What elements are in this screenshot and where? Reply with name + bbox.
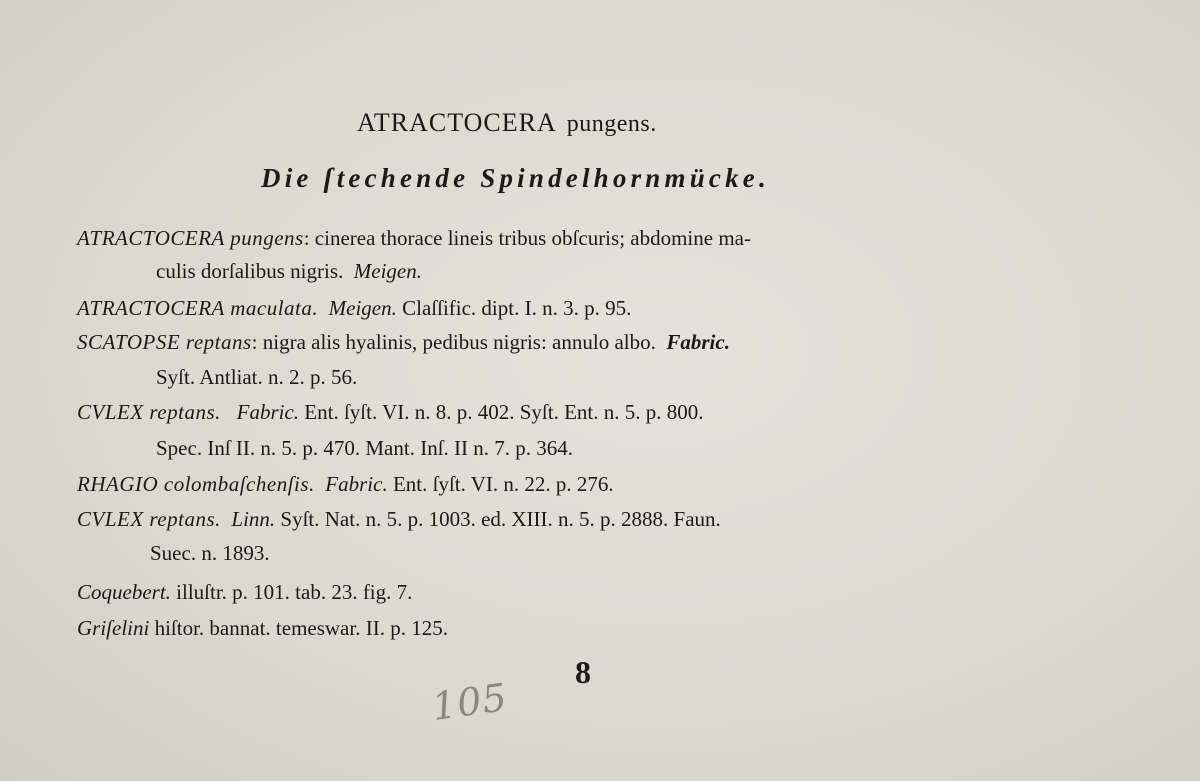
entry-text: Ent. ſyſt. VI. n. 22. p. 276. [392,472,614,496]
author-name: Linn. [231,507,276,531]
synonym-entry-continuation [156,259,422,284]
taxon-name: CVLEX reptans. [77,400,221,424]
author-name: Fabric. [666,330,730,354]
entry-text: Ent. ſyſt. VI. n. 8. p. 402. Syſt. Ent. n. 5. p. 800. [304,400,704,424]
taxon-name: CVLEX reptans. [77,507,221,531]
entry-text: culis dorſalibus nigris. [156,259,344,283]
entry-text: hiſtor. bannat. temeswar. II. p. 125. [154,616,448,640]
genus-name: ATRACTOCERA [357,108,557,137]
synonym-entry [77,507,721,532]
taxon-name: ATRACTOCERA pungens [77,226,304,250]
taxon-name: SCATOPSE reptans [77,330,252,354]
common-name: Die ſtechende Spindelhornmücke. [261,163,770,193]
synonym-entry [77,400,704,425]
entry-text: : cinerea thorace lineis tribus obſcuris; abdomine ma- [303,226,751,250]
synonym-entry-continuation [150,541,270,566]
author-name: Griſelini [77,616,150,640]
author-name: Meigen. [328,296,397,320]
entry-text: Syſt. Antliat. n. 2. p. 56. [156,365,358,389]
taxon-name: RHAGIO colombaſchenſis. [77,472,315,496]
author-name: Fabric. [236,400,300,424]
author-name: Meigen. [353,259,422,283]
synonym-entry [77,296,631,321]
synonym-entry [77,226,751,251]
taxon-name: ATRACTOCERA maculata. [77,296,319,320]
entry-text: Claſſific. dipt. I. n. 3. p. 95. [402,296,632,320]
entry-text: Spec. Inſ II. n. 5. p. 470. Mant. Inſ. II n. 7. p. 364. [156,436,574,460]
plate-number: 8 [575,654,591,690]
reference-entry [77,616,448,641]
synonym-entry [77,330,730,355]
synonym-entry [77,472,614,497]
species-name: pungens. [566,111,657,137]
synonym-entry-continuation [156,365,357,390]
synonym-entry-continuation [156,436,573,461]
pencil-annotation: 105 [429,674,511,730]
entry-text: Suec. n. 1893. [150,541,270,565]
species-heading [357,108,657,138]
entry-text: illuſtr. p. 101. tab. 23. fig. 7. [176,580,413,604]
entry-text: Syſt. Nat. n. 5. p. 1003. ed. XIII. n. 5. p. 2888. Faun. [280,507,721,531]
reference-entry [77,580,412,605]
author-name: Coquebert. [77,580,171,604]
author-name: Fabric. [325,472,388,496]
entry-text: : nigra alis hyalinis, pedibus nigris: annulo albo. [251,330,656,354]
